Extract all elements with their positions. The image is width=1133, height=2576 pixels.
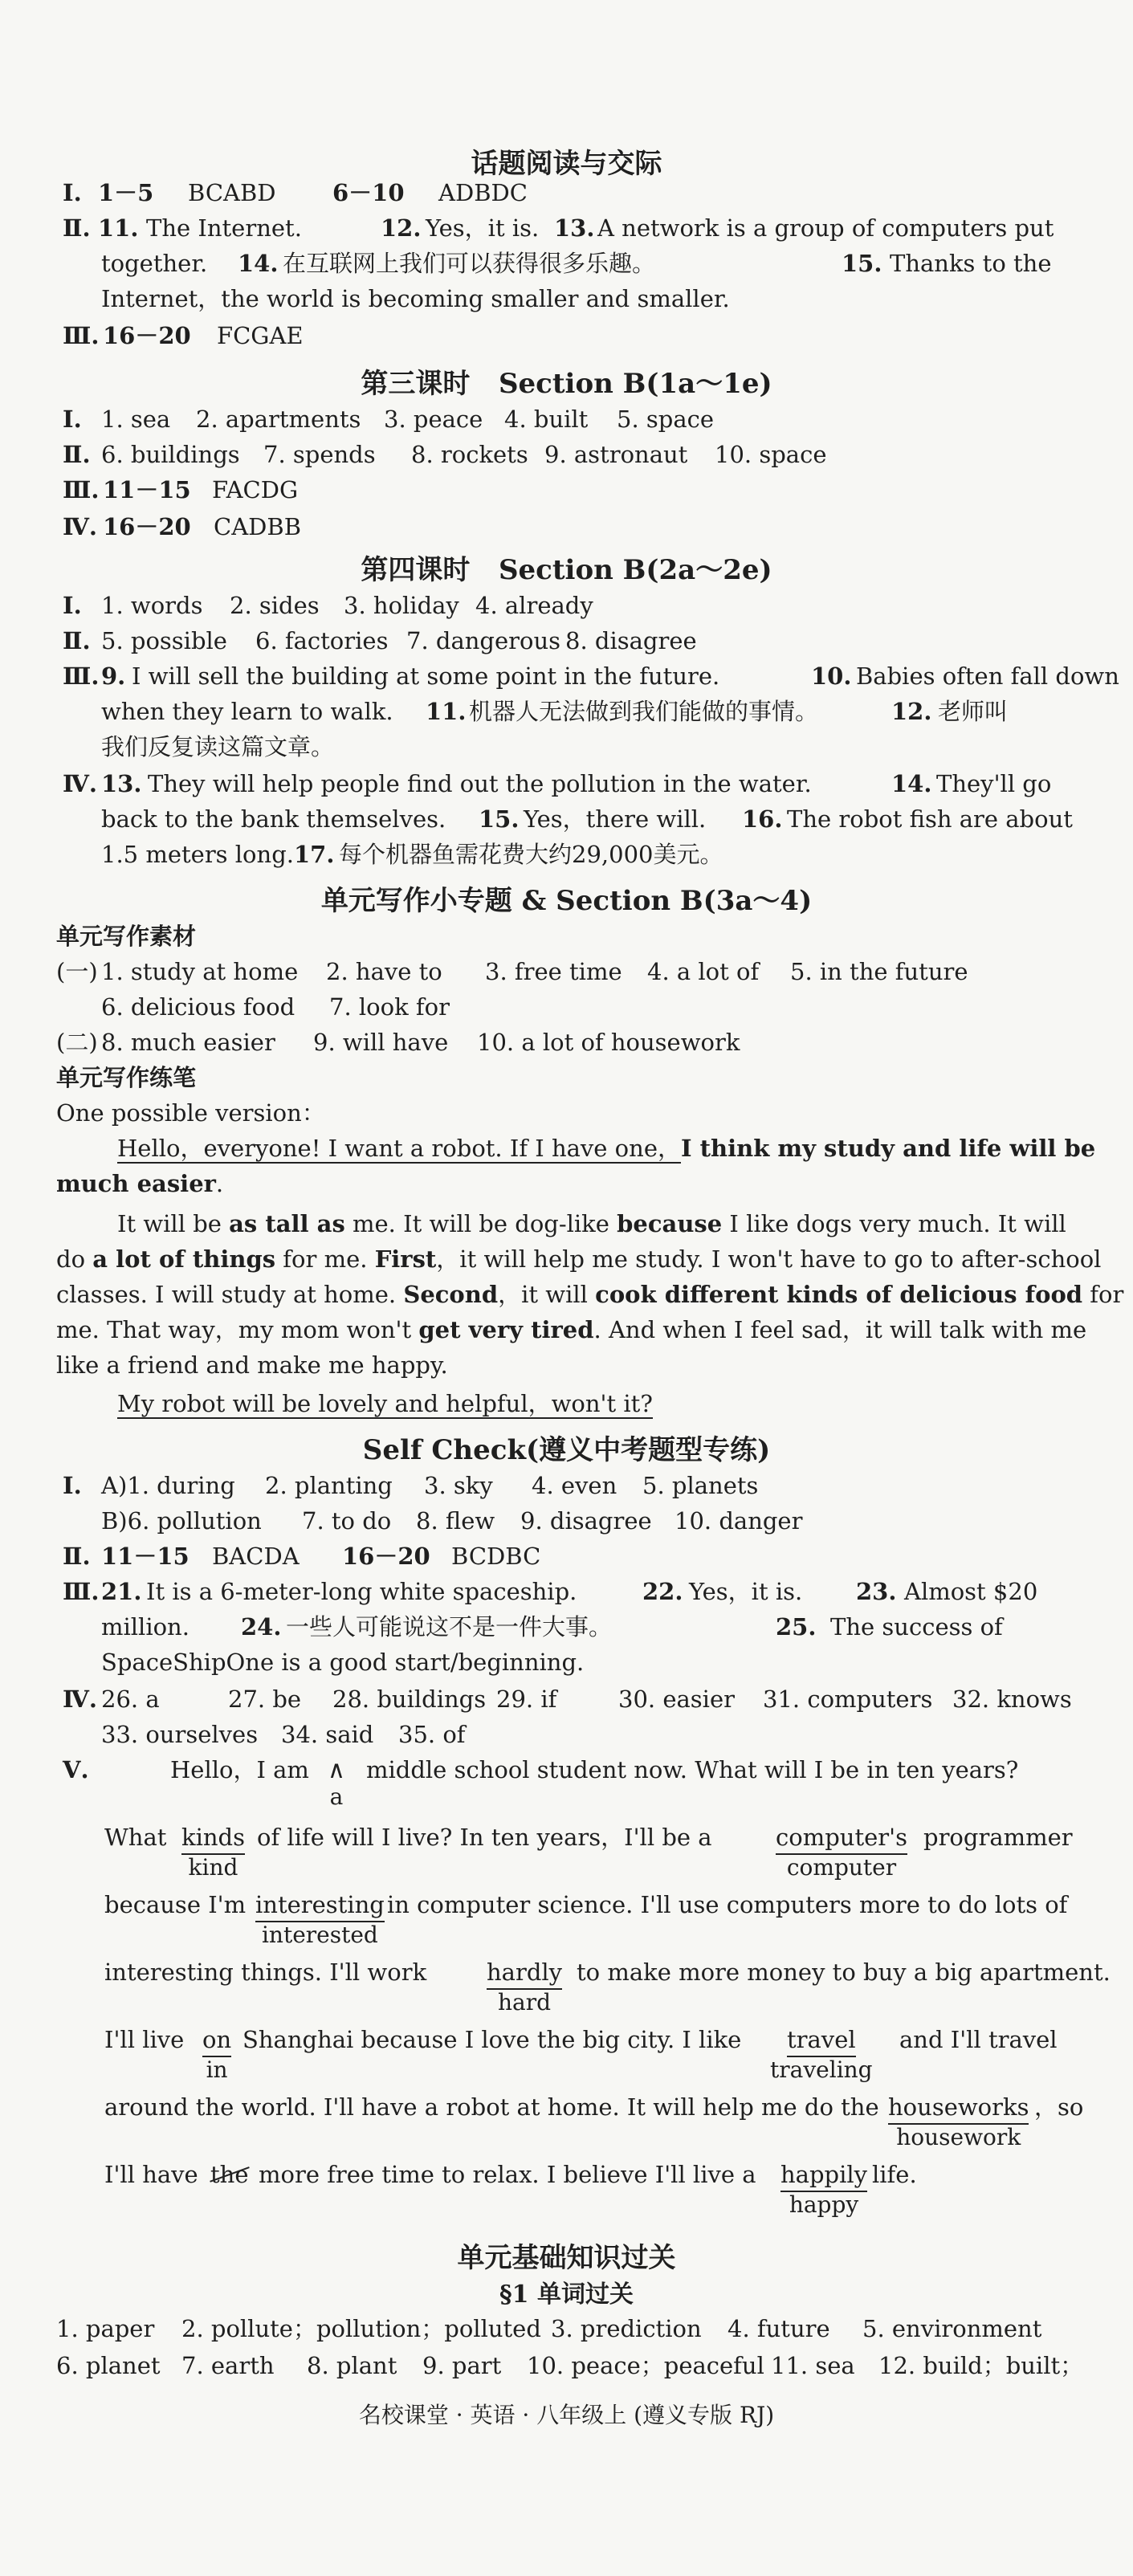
writing-practice-label: 单元写作练笔 [56, 1064, 197, 1091]
writing-materials-label: 单元写作素材 [56, 923, 197, 950]
section-title-topic-reading: 话题阅读与交际 [471, 148, 662, 180]
error-word: on in [202, 2024, 231, 2057]
essay-line8: My robot will be lovely and helpful，won't it? [117, 1390, 653, 1417]
error-word: interesting interested [255, 1889, 385, 1922]
section-title-basics: 单元基础知识过关 [457, 2242, 676, 2274]
essay-line2: much easier. [56, 1170, 224, 1197]
error-word: hardly hard [487, 1956, 562, 1990]
essay-line3: It will be as tall as me. It will be dog-like because I like dogs very much. It will [117, 1210, 1066, 1237]
correction-word: housework [896, 2124, 1021, 2150]
correction-word: hard [498, 1989, 552, 2016]
essay-line7: like a friend and make me happy. [56, 1351, 448, 1379]
page-footer: 名校课堂 · 英语 · 八年级上 (遵义专版 RJ) [358, 2402, 775, 2428]
section-title-lesson3: 第三课时 Section B(1a～1e) [361, 368, 772, 400]
correction-word: in [206, 2056, 228, 2083]
correction-word: happy [789, 2191, 859, 2218]
correction-word: kind [188, 1854, 238, 1881]
section-subtitle-words: §1 单词过关 [499, 2280, 634, 2309]
section-title-selfcheck: Self Check(遵义中考题型专练) [362, 1434, 771, 1466]
insert-caret: ∧ a [328, 1756, 345, 1810]
correction-word: traveling [770, 2056, 873, 2083]
error-word: kinds kind [181, 1821, 245, 1855]
essay-line6: me. That way，my mom won't get very tired. And when I feel sad，it will talk with me [56, 1316, 1087, 1343]
error-word: happily happy [780, 2158, 867, 2192]
correction-word: interested [261, 1922, 378, 1948]
section-title-lesson4: 第四课时 Section B(2a～2e) [361, 554, 772, 586]
writing-version-label: One possible version： [56, 1099, 325, 1127]
error-word: travel traveling [787, 2024, 856, 2057]
deleted-word: the [210, 2158, 249, 2191]
error-word: houseworks housework [888, 2091, 1029, 2125]
essay-line4: do a lot of things for me. First，it will help me study. I won't have to go to after-school [56, 1245, 1102, 1273]
section-title-writing: 单元写作小专题 & Section B(3a～4) [320, 885, 813, 917]
essay-line1: Hello，everyone! I want a robot. If I have one，I think my study and life will be [117, 1135, 1096, 1162]
answer-page: 话题阅读与交际 Ⅰ. 1－5 BCABD 6－10 ADBDC Ⅱ. 11. The Internet. 12. Yes，it is. 13. A network is a group of computers put together. 14. 在互联网上我们可以获得很多乐趣。 15. Thanks to the Internet，the world is becoming smaller and smaller. Ⅲ. 16－20 FCGAE 第三课时 Section B(1a～1e) Ⅰ. 1. sea 2. apartments 3. peace 4. built 5. space Ⅱ. 6. buildings 7. spends 8. rockets 9. astronaut 10. space Ⅲ. 11－15 FACDG Ⅳ. 16－20 CADBB 第四课时 Section B(2a～2e) Ⅰ. 1. words 2. sides 3. holiday 4. already Ⅱ. 5. possible 6. factories 7. dangerous 8. disagree Ⅲ. 9. I will sell the building at some point in the future. 10. Babies often fall down when they learn to walk. 11. 机器人无法做到我们能做的事情。 12. 老师叫 我们反复读这篇文章。 Ⅳ. 13. They will help people find out the pollution in the water. 14. They'll go back to the bank themselves. 15. Yes，there will. 16. The robot fish are about 1.5 meters long. 17. 每个机器鱼需花费大约29,000美元。 单元写作小专题 & Section B(3a～4) 单元写作素材 (一) 1. study at home 2. have to 3. free time 4. a lot of 5. in the future 6. delicious food 7. look for (二) 8. much easier 9. will have 10. a lot of housework 单元写作练笔 One possible version： Hello，everyone! I want a robot. If I have one，I think my study and life will be much easier. It will be as tall as me. It will be dog-like because I like dogs very much. It will do a lot of things for me. First，it will help me study. I won't have to go to after-school classes. I will study at home. Second，it will cook different kinds of delicious food for me. That way，my mom won't get very tired. And when I feel sad，it will talk with me like a friend and make me happy. My robot will be lovely and helpful，won't it? Self Check(遵义中考题型专练) Ⅰ. A)1. during 2. planting 3. sky 4. even 5. planets B)6. pollution 7. to do 8. flew 9. disagree 10. danger Ⅱ. 11－15 BACDA 16－20 BCDBC Ⅲ. 21. It is a 6-meter-long white spaceship. 22. Yes，it is. 23. Almost $20 million. 24. 一些人可能说这不是一件大事。 25. The success of SpaceShipOne is a good start/beginning. Ⅳ. 26. a 27. be 28. buildings 29. if 30. easier 31. computers 32. knows 33. ourselves 34. said 35. of Ⅴ. Hello，I am ∧ a middle school student now. What will I be in ten years? What kinds kind of life will I live? In ten years，I'll be a computer's computer programmer because I'm interesting interested in computer science. I'll use computers more to do lots of interesting things. I'll work hardly hard to make more money to buy a big apartment. I'll live on in Shanghai because I love the big city. I like travel traveling and I'll travel around the world. I'll have a robot at home. It will help me do the houseworks housework ，so I'll have the more free time to relax. I believe I'll live a happily happy life. 单元基础知识过关 §1 单词过关 1. paper 2. pollute；pollution；polluted 3. prediction 4. future 5. environment 6. planet 7. earth 8. plant 9. part 10. peace；peaceful 11. sea 12. build；built； 名校课堂 · 英语 · 八年级上 (遵义专版 RJ) [0, 0, 1133, 2576]
essay-line5: classes. I will study at home. Second，it will cook different kinds of delicious food for [56, 1281, 1124, 1308]
error-word: computer's computer [776, 1821, 907, 1855]
correction-word: computer [786, 1854, 897, 1881]
